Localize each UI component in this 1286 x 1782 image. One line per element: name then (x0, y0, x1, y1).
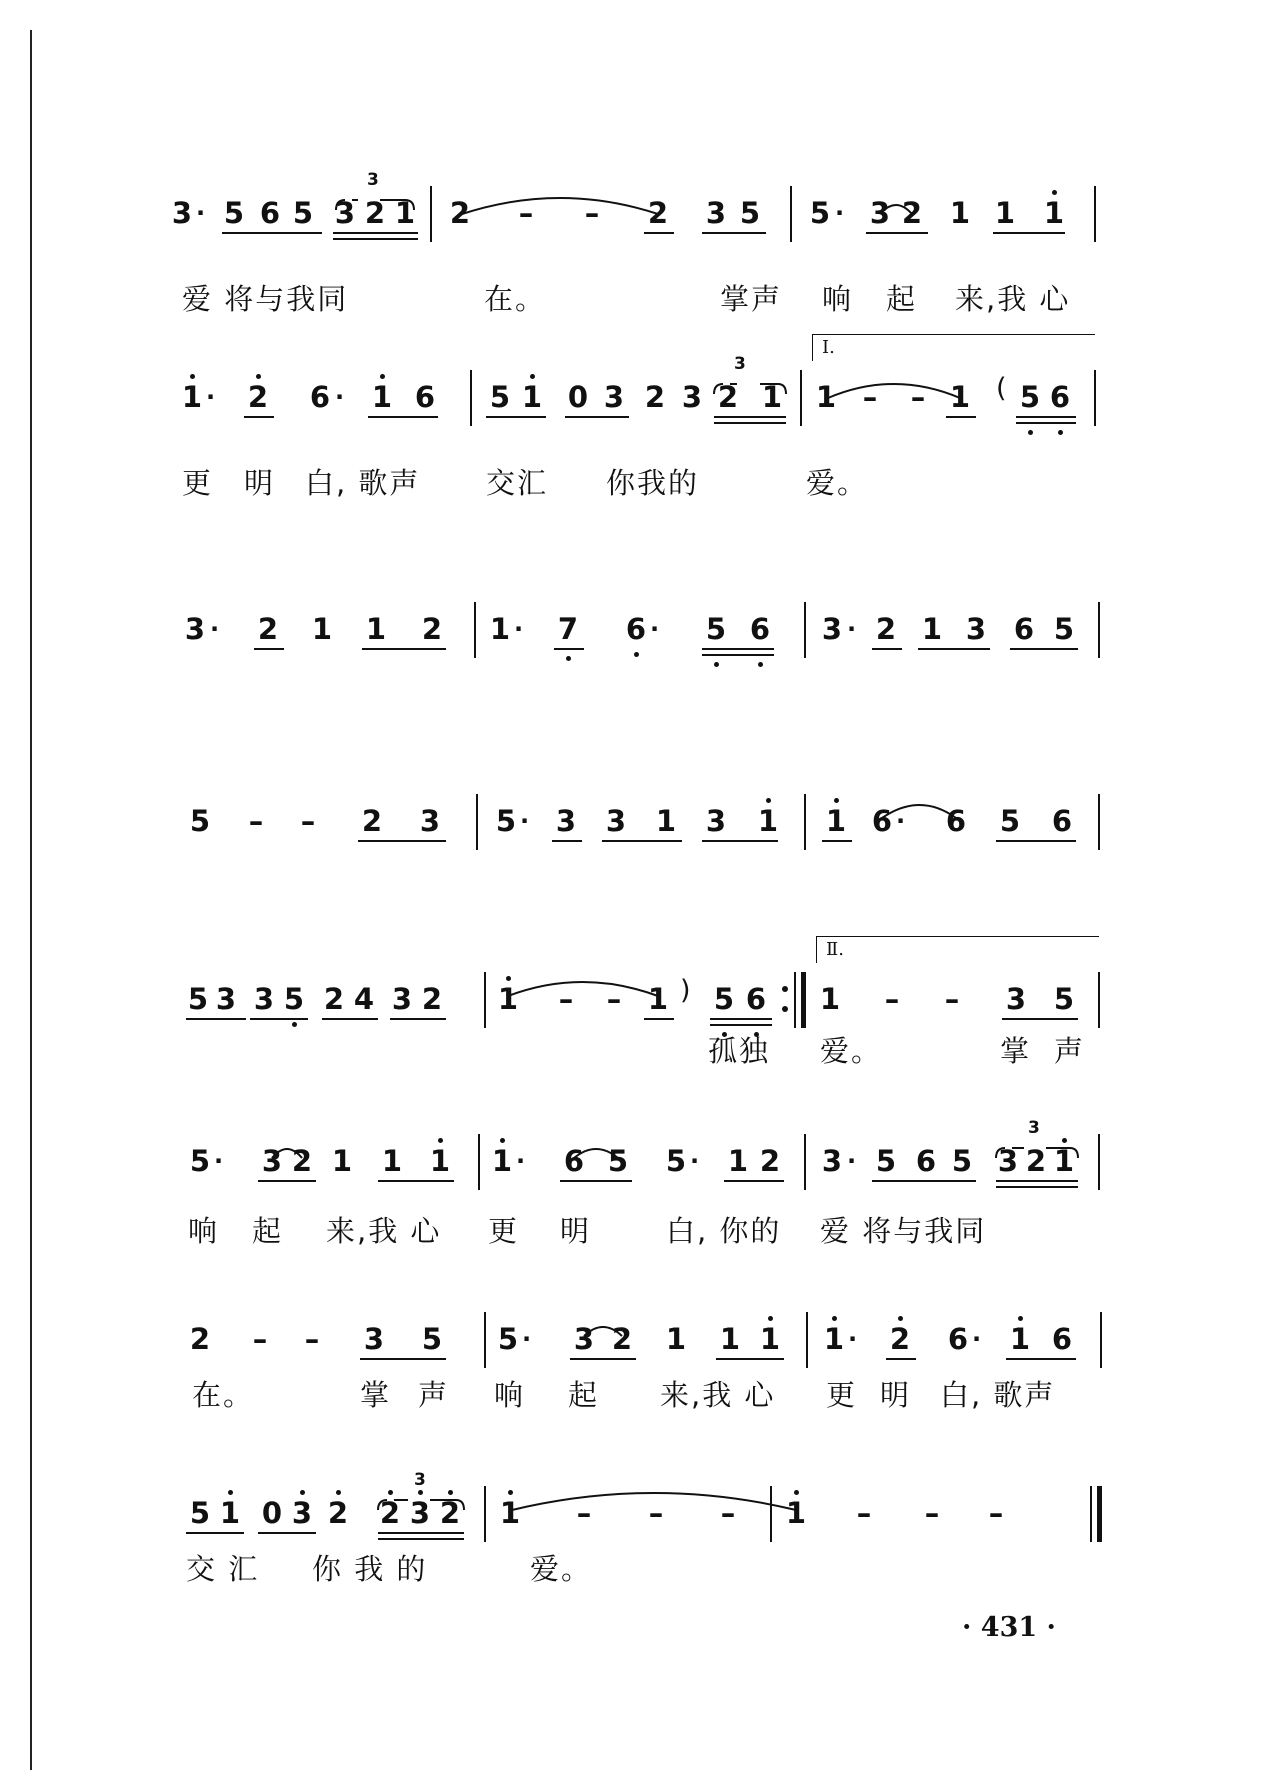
note: 5 (809, 196, 831, 230)
augmentation-dot: · (206, 383, 216, 411)
note: 3 (555, 804, 577, 838)
note: 3 (171, 196, 193, 230)
note: 5 (187, 982, 209, 1016)
slur (512, 1493, 796, 1510)
triplet-mark: 3 (414, 1470, 426, 1490)
note: 0 (567, 380, 589, 414)
extension-dash: – (518, 196, 534, 230)
note: 1 (429, 1144, 451, 1178)
note: 1 (823, 1322, 845, 1356)
triplet-bracket (378, 1500, 464, 1510)
note: 6 (871, 804, 893, 838)
slur (584, 1327, 622, 1336)
extension-dash: – (558, 982, 574, 1016)
note: 3 (184, 612, 206, 646)
lyric: 来,我 心 (955, 282, 1071, 316)
note: 6 (745, 982, 767, 1016)
note: 5 (999, 804, 1021, 838)
lyric: 爱。 (806, 466, 869, 500)
lyric: 你 我 的 (312, 1552, 428, 1586)
lyric: 响 (822, 282, 854, 316)
extension-dash: – (300, 804, 316, 838)
note: 1 (394, 196, 416, 230)
extension-dash: – (720, 1496, 736, 1530)
note: 2 (901, 196, 923, 230)
note: 1 (655, 804, 677, 838)
triplet-mark: 3 (734, 354, 746, 374)
note: 6 (945, 804, 967, 838)
note: 5 (189, 1144, 211, 1178)
note: 1 (757, 804, 779, 838)
extension-dash: – (584, 196, 600, 230)
note: 2 (421, 612, 443, 646)
note: 6 (414, 380, 436, 414)
lyric: 交 汇 (186, 1552, 260, 1586)
lyric: 掌 (360, 1378, 392, 1412)
note: 5 (489, 380, 511, 414)
note: 3 (997, 1144, 1019, 1178)
note: 5 (713, 982, 735, 1016)
note: 2 (421, 982, 443, 1016)
note: 5 (495, 804, 517, 838)
note: 1 (331, 1144, 353, 1178)
extension-dash: – (944, 982, 960, 1016)
note: 3 (419, 804, 441, 838)
note: 5 (665, 1144, 687, 1178)
note: 1 (759, 1322, 781, 1356)
note: 1 (921, 612, 943, 646)
lyric: 白, 你的 (666, 1214, 782, 1248)
note: 6 (309, 380, 331, 414)
note: 6 (259, 196, 281, 230)
note: 1 (785, 1496, 807, 1530)
note: 2 (327, 1496, 349, 1530)
note: 3 (605, 804, 627, 838)
note: 4 (353, 982, 375, 1016)
lyric: 孤独 (708, 1034, 771, 1068)
close-parenthesis: ) (680, 975, 691, 1006)
note: 1 (499, 1496, 521, 1530)
augmentation-dot: · (896, 807, 906, 835)
note: 1 (727, 1144, 749, 1178)
note: 6 (1051, 1322, 1073, 1356)
extension-dash: – (856, 1496, 872, 1530)
note: 2 (247, 380, 269, 414)
note: 3 (391, 982, 413, 1016)
note: 3 (409, 1496, 431, 1530)
note: 1 (521, 380, 543, 414)
note: 1 (825, 804, 847, 838)
note: 2 (379, 1496, 401, 1530)
augmentation-dot: · (847, 1147, 857, 1175)
augmentation-dot: · (848, 1325, 858, 1353)
note: 1 (1043, 196, 1065, 230)
note: 5 (875, 1144, 897, 1178)
note: 6 (1013, 612, 1035, 646)
lyric: 你我的 (606, 466, 700, 500)
note: 3 (965, 612, 987, 646)
lyric: 掌声 (720, 282, 783, 316)
triplet-bracket (996, 1148, 1078, 1158)
note: 5 (189, 804, 211, 838)
note: 3 (869, 196, 891, 230)
extension-dash: – (606, 982, 622, 1016)
note: 1 (491, 1144, 513, 1178)
note: 5 (223, 196, 245, 230)
note: 2 (364, 196, 386, 230)
note: 1 (761, 380, 783, 414)
augmentation-dot: · (690, 1147, 700, 1175)
note: 1 (949, 196, 971, 230)
note: 5 (739, 196, 761, 230)
note: 5 (1019, 380, 1041, 414)
note: 6 (947, 1322, 969, 1356)
extension-dash: – (924, 1496, 940, 1530)
triplet-mark: 3 (367, 170, 379, 190)
note: 1 (489, 612, 511, 646)
extension-dash: – (884, 982, 900, 1016)
note: 2 (449, 196, 471, 230)
note: 5 (951, 1144, 973, 1178)
note: 1 (819, 982, 841, 1016)
lyric: 声 (1054, 1034, 1086, 1068)
lyric: 明 (244, 466, 276, 500)
lyric: 交汇 (486, 466, 549, 500)
triplet-bracket (336, 200, 414, 210)
note: 3 (291, 1496, 313, 1530)
note: 2 (257, 612, 279, 646)
note: 3 (603, 380, 625, 414)
augmentation-dot: · (214, 1147, 224, 1175)
note: 1 (311, 612, 333, 646)
lyric: 爱 将与我同 (820, 1214, 987, 1248)
extension-dash: – (910, 380, 926, 414)
note: 6 (915, 1144, 937, 1178)
lyric: 起 (252, 1214, 284, 1248)
lyric: 白, 歌声 (305, 466, 421, 500)
lyric: 白, 歌声 (940, 1378, 1056, 1412)
note: 3 (1005, 982, 1027, 1016)
note: 3 (705, 196, 727, 230)
augmentation-dot: · (520, 807, 530, 835)
note: 6 (625, 612, 647, 646)
note: 2 (439, 1496, 461, 1530)
lyric: 来,我 心 (326, 1214, 442, 1248)
note: 1 (1009, 1322, 1031, 1356)
lyric: 声 (418, 1378, 450, 1412)
note: 2 (759, 1144, 781, 1178)
note: 1 (219, 1496, 241, 1530)
note: 6 (1049, 380, 1071, 414)
extension-dash: – (304, 1322, 320, 1356)
note: 5 (292, 196, 314, 230)
augmentation-dot: · (972, 1325, 982, 1353)
note: 2 (323, 982, 345, 1016)
note: 2 (361, 804, 383, 838)
lyric: 响 (494, 1378, 526, 1412)
note: 2 (717, 380, 739, 414)
slur (508, 982, 658, 996)
lyric: 起 (568, 1378, 600, 1412)
note: 2 (611, 1322, 633, 1356)
note: 2 (875, 612, 897, 646)
augmentation-dot: · (847, 615, 857, 643)
note: 0 (261, 1496, 283, 1530)
augmentation-dot: · (335, 383, 345, 411)
slur (882, 805, 956, 818)
slur (462, 198, 658, 214)
note: 3 (334, 196, 356, 230)
note: 5 (283, 982, 305, 1016)
note: 1 (497, 982, 519, 1016)
extension-dash: – (648, 1496, 664, 1530)
note: 2 (644, 380, 666, 414)
note: 2 (889, 1322, 911, 1356)
note: 5 (497, 1322, 519, 1356)
lyric: 掌 (1000, 1034, 1032, 1068)
slur (880, 205, 912, 214)
note: 5 (1053, 612, 1075, 646)
note: 6 (563, 1144, 585, 1178)
note: 2 (1025, 1144, 1047, 1178)
augmentation-dot: · (650, 615, 660, 643)
note: 2 (291, 1144, 313, 1178)
augmentation-dot: · (514, 615, 524, 643)
augmentation-dot: · (210, 615, 220, 643)
note: 1 (371, 380, 393, 414)
extension-dash: – (576, 1496, 592, 1530)
lyric: 更 (182, 466, 214, 500)
note: 1 (949, 380, 971, 414)
augmentation-dot: · (196, 199, 206, 227)
note: 3 (573, 1322, 595, 1356)
note: 1 (815, 380, 837, 414)
note: 1 (719, 1322, 741, 1356)
lyric: 爱。 (530, 1552, 593, 1586)
note: 5 (705, 612, 727, 646)
note: 3 (821, 1144, 843, 1178)
lyric: 明 (560, 1214, 592, 1248)
note: 1 (1053, 1144, 1075, 1178)
note: 1 (181, 380, 203, 414)
note: 5 (607, 1144, 629, 1178)
slur (574, 1149, 618, 1158)
extension-dash: – (862, 380, 878, 414)
slur (828, 384, 960, 398)
note: 1 (994, 196, 1016, 230)
slur (272, 1149, 302, 1158)
page-number: · 431 · (962, 1612, 1056, 1643)
note: 5 (189, 1496, 211, 1530)
note: 6 (1051, 804, 1073, 838)
lyric: 爱 将与我同 (182, 282, 349, 316)
note: 3 (261, 1144, 283, 1178)
triplet-bracket (714, 384, 786, 394)
lyric: 起 (886, 282, 918, 316)
extension-dash: – (248, 804, 264, 838)
lyric: 更 (488, 1214, 520, 1248)
note: 3 (821, 612, 843, 646)
note: 7 (557, 612, 579, 646)
extension-dash: – (252, 1322, 268, 1356)
note: 5 (1053, 982, 1075, 1016)
note: 3 (705, 804, 727, 838)
note: 1 (381, 1144, 403, 1178)
lyric: 响 (188, 1214, 220, 1248)
note: 3 (681, 380, 703, 414)
lyric: 在。 (484, 282, 547, 316)
note: 3 (253, 982, 275, 1016)
note: 5 (421, 1322, 443, 1356)
volta-label-first: Ⅰ. (822, 337, 835, 358)
open-parenthesis: ( (996, 373, 1007, 404)
note: 2 (647, 196, 669, 230)
note: 2 (189, 1322, 211, 1356)
note: 3 (363, 1322, 385, 1356)
note: 3 (215, 982, 237, 1016)
extension-dash: – (988, 1496, 1004, 1530)
note: 6 (749, 612, 771, 646)
triplet-mark: 3 (1028, 1118, 1040, 1138)
volta-label-second: Ⅱ. (826, 939, 844, 960)
note: 1 (365, 612, 387, 646)
lyric: 更 (826, 1378, 858, 1412)
lyric: 在。 (192, 1378, 255, 1412)
lyric: 爱。 (820, 1034, 883, 1068)
augmentation-dot: · (835, 199, 845, 227)
note: 1 (647, 982, 669, 1016)
note: 1 (665, 1322, 687, 1356)
augmentation-dot: · (522, 1325, 532, 1353)
lyric: 明 (880, 1378, 912, 1412)
augmentation-dot: · (516, 1147, 526, 1175)
lyric: 来,我 心 (660, 1378, 776, 1412)
